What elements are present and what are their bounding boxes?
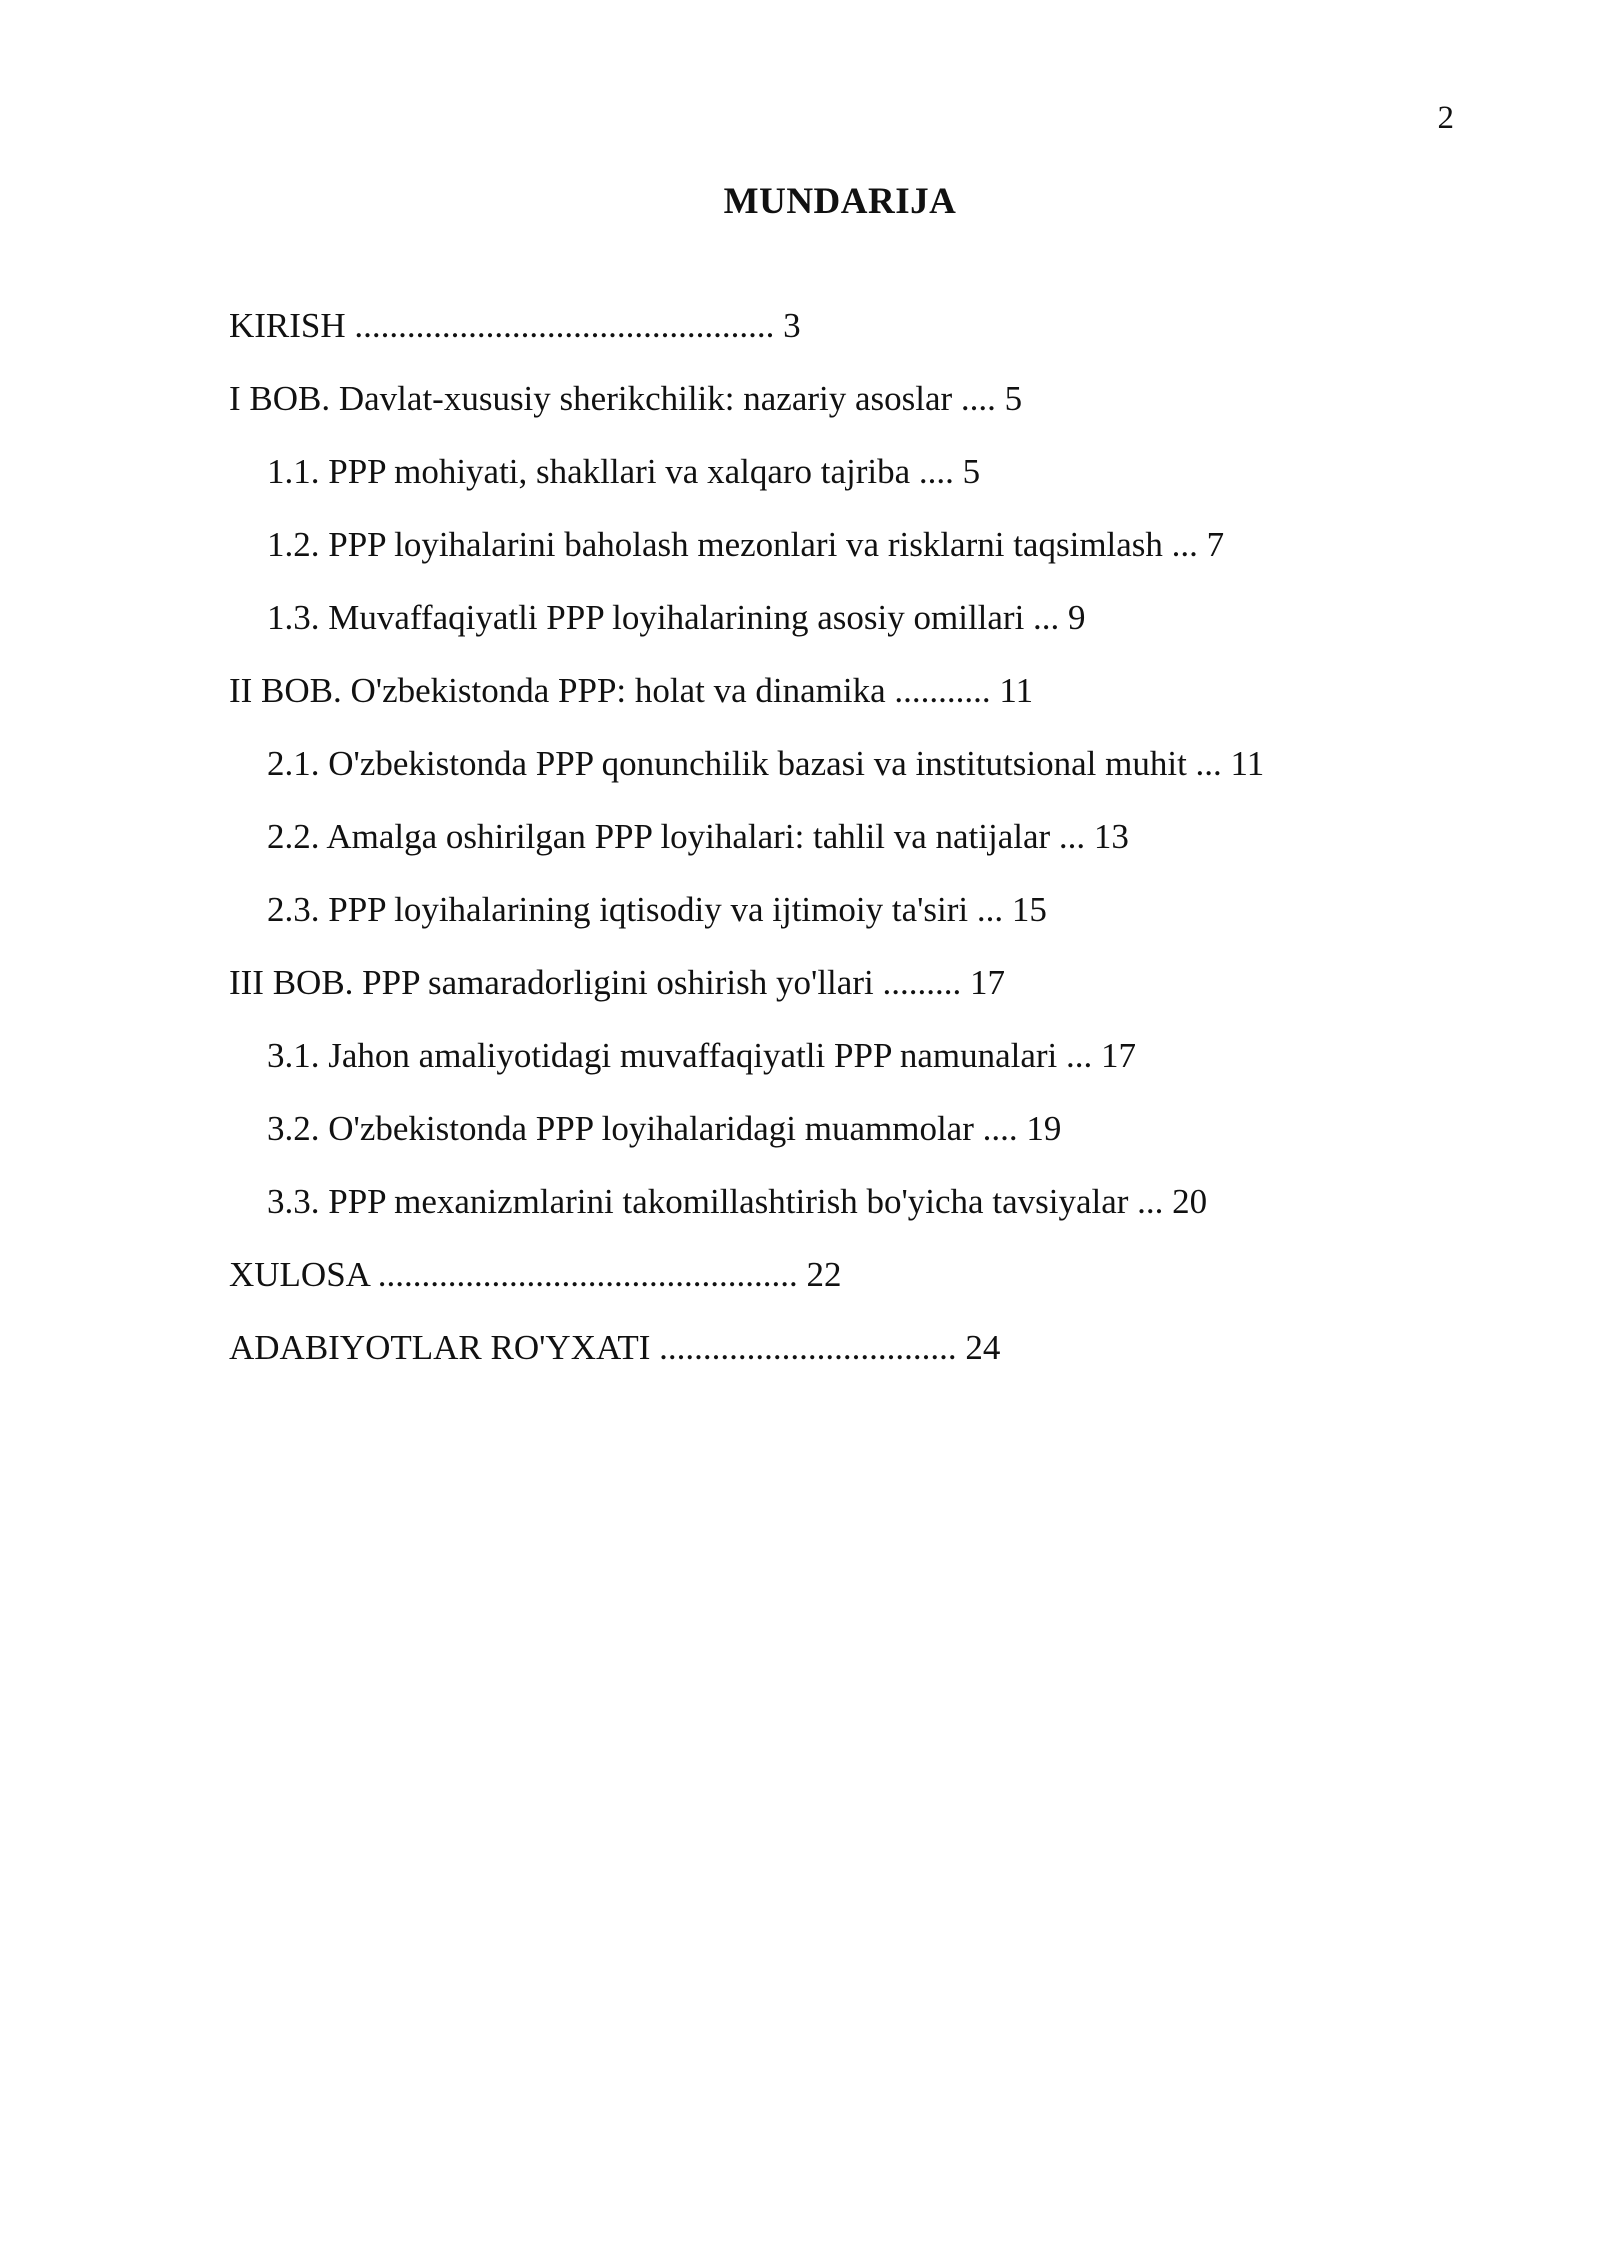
toc-entry-text: 3.2. O'zbekistonda PPP loyihalaridagi muammolar .... 19	[267, 1109, 1062, 1148]
toc-entry-text: 2.2. Amalga oshirilgan PPP loyihalari: tahlil va natijalar ... 13	[267, 817, 1129, 856]
toc-entry-chapter-3	[229, 960, 1429, 1033]
table-of-contents	[229, 303, 1429, 1398]
toc-entry-text: I BOB. Davlat-xususiy sherikchilik: nazariy asoslar .... 5	[229, 379, 1023, 418]
toc-entry-section-3-3	[229, 1179, 1429, 1252]
toc-entry-chapter-2	[229, 668, 1429, 741]
page-number: 2	[1437, 100, 1454, 136]
toc-entry-text: 3.1. Jahon amaliyotidagi muvaffaqiyatli PPP namunalari ... 17	[267, 1036, 1137, 1075]
toc-entry-text: XULOSA ................................................ 22	[229, 1255, 842, 1294]
toc-entry-xulosa	[229, 1252, 1429, 1325]
toc-entry-section-3-2	[229, 1106, 1429, 1179]
toc-entry-text: II BOB. O'zbekistonda PPP: holat va dinamika ........... 11	[229, 671, 1034, 710]
toc-entry-text: 2.1. O'zbekistonda PPP qonunchilik bazasi va institutsional muhit ... 11	[267, 744, 1265, 783]
toc-entry-bibliography	[229, 1325, 1429, 1398]
toc-entry-text: 3.3. PPP mexanizmlarini takomillashtirish bo'yicha tavsiyalar ... 20	[267, 1182, 1208, 1221]
toc-entry-text: 1.2. PPP loyihalarini baholash mezonlari va risklarni taqsimlash ... 7	[267, 525, 1225, 564]
toc-entry-chapter-1	[229, 376, 1429, 449]
toc-entry-section-1-3	[229, 595, 1429, 668]
toc-entry-text: III BOB. PPP samaradorligini oshirish yo'llari ......... 17	[229, 963, 1005, 1002]
toc-entry-kirish	[229, 303, 1429, 376]
toc-entry-section-1-1	[229, 449, 1429, 522]
toc-entry-section-2-2	[229, 814, 1429, 887]
toc-entry-text: 2.3. PPP loyihalarining iqtisodiy va ijtimoiy ta'siri ... 15	[267, 890, 1047, 929]
toc-entry-section-2-3	[229, 887, 1429, 960]
toc-entry-text: KIRISH ................................................ 3	[229, 306, 801, 345]
toc-entry-text: ADABIYOTLAR RO'YXATI .................................. 24	[229, 1328, 1001, 1367]
toc-entry-section-1-2	[229, 522, 1429, 595]
page-title: MUNDARIJA	[723, 180, 957, 222]
toc-entry-section-3-1	[229, 1033, 1429, 1106]
toc-entry-text: 1.1. PPP mohiyati, shakllari va xalqaro tajriba .... 5	[267, 452, 981, 491]
toc-entry-section-2-1	[229, 741, 1429, 814]
toc-entry-text: 1.3. Muvaffaqiyatli PPP loyihalarining asosiy omillari ... 9	[267, 598, 1086, 637]
